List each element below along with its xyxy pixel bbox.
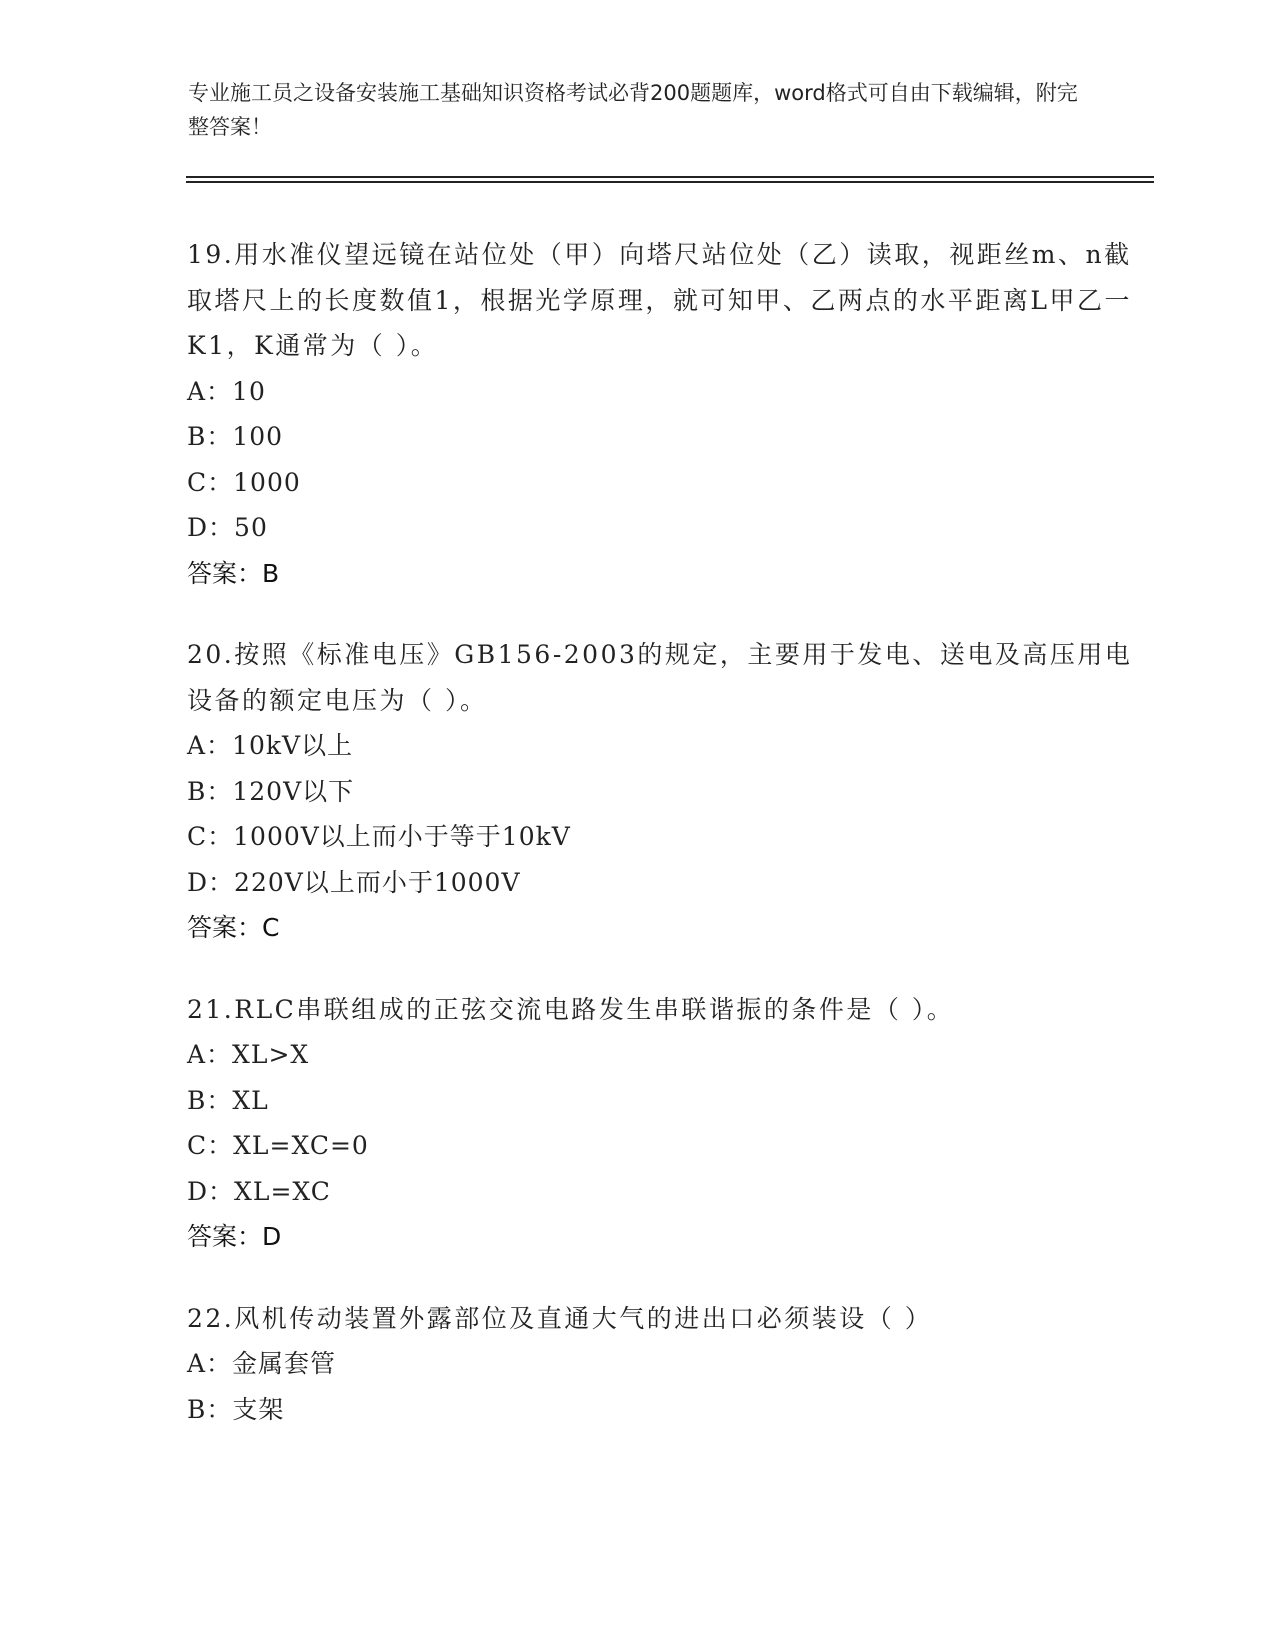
option-b: B：120V以下 [187, 776, 355, 806]
option-b: B：支架 [187, 1394, 285, 1424]
question-21 [187, 987, 1147, 1260]
header-divider-top [186, 176, 1154, 178]
question-text: 22.风机传动装置外露部位及直通大气的进出口必须装设（ ） [187, 1303, 933, 1333]
header-divider-bottom [186, 181, 1154, 183]
option-c: C：1000 [187, 467, 301, 497]
option-b: B：XL [187, 1085, 269, 1115]
answer-label: 答案：C [187, 913, 280, 942]
header-title: 专业施工员之设备安装施工基础知识资格考试必背200题题库，word格式可自由下载编辑，附完整答案！ [188, 81, 1078, 139]
question-text: 19.用水准仪望远镜在站位处（甲）向塔尺站位处（乙）读取，视距丝m、n截取塔尺上的长度数值1，根据光学原理，就可知甲、乙两点的水平距离L甲乙一K1，K通常为（ ）。 [187, 240, 1133, 360]
answer-label: 答案：B [187, 558, 280, 588]
option-a: A：10 [187, 376, 266, 406]
page-header [188, 76, 1088, 144]
option-d: D：220V以上而小于1000V [187, 867, 521, 897]
question-list [187, 232, 1147, 1468]
answer-label: 答案：D [187, 1222, 282, 1251]
question-19 [187, 232, 1147, 596]
option-c: C：1000V以上而小于等于10kV [187, 822, 571, 851]
question-22 [187, 1296, 1147, 1433]
question-20 [187, 632, 1147, 951]
option-a: A：金属套管 [187, 1349, 337, 1378]
option-c: C：XL=XC=0 [187, 1131, 369, 1160]
option-a: A：XL>X [187, 1040, 310, 1069]
question-text: 21.RLC串联组成的正弦交流电路发生串联谐振的条件是（ ）。 [187, 994, 955, 1024]
question-text: 20.按照《标准电压》GB156-2003的规定，主要用于发电、送电及高压用电设备的额定电压为（ ）。 [187, 640, 1133, 715]
option-b: B：100 [187, 422, 284, 451]
option-d: D：XL=XC [187, 1176, 331, 1206]
option-d: D：50 [187, 513, 268, 542]
option-a: A：10kV以上 [187, 731, 354, 760]
